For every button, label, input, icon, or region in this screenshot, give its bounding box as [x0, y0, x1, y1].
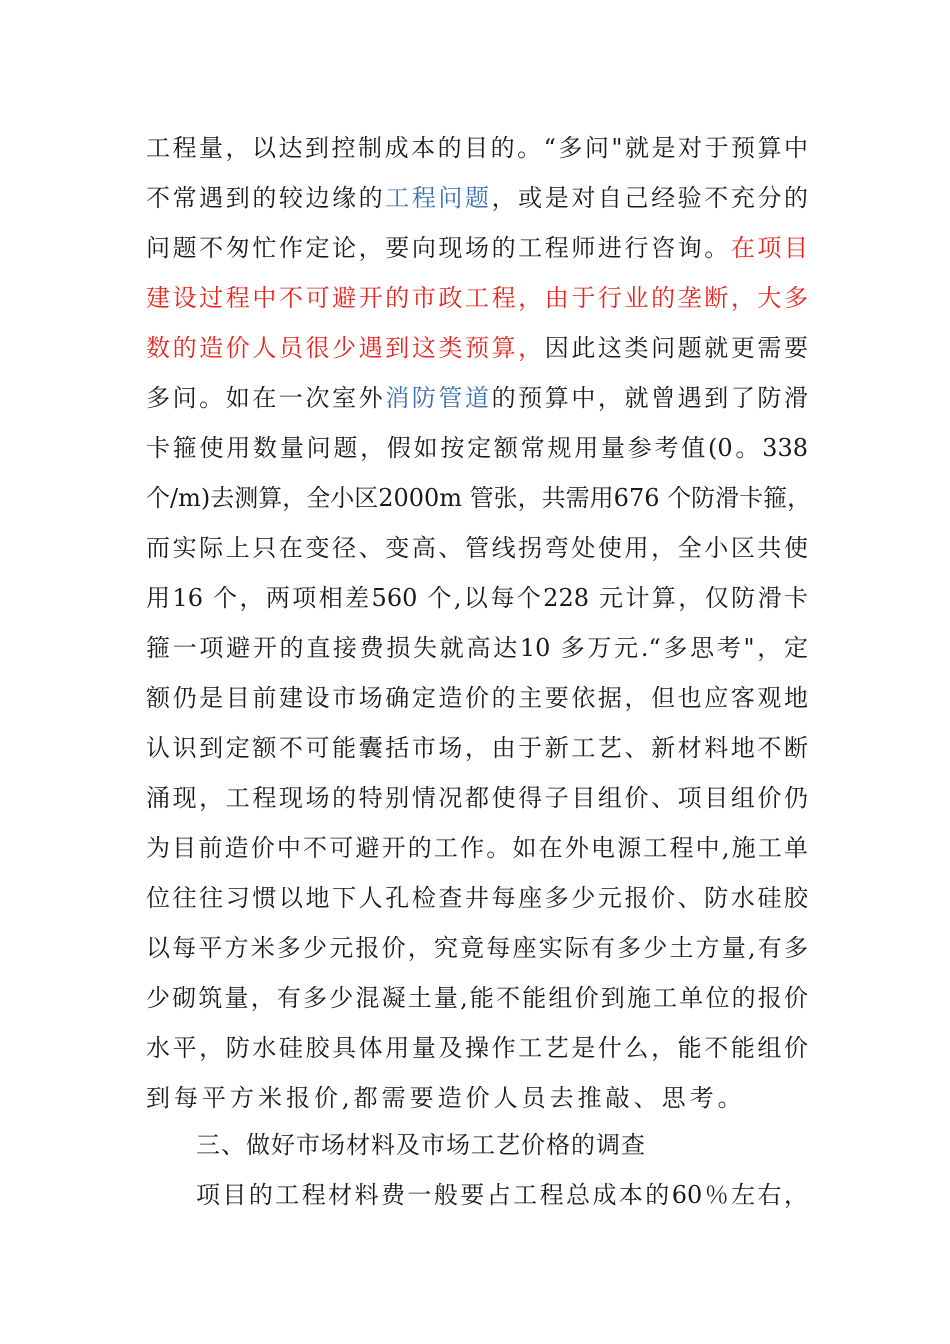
paragraph-line: 为目前造价中不可避开的工作。如在外电源工程中,施工单	[146, 834, 808, 862]
line-text: 的预算中，就曾遇到了防滑	[491, 384, 809, 412]
paragraph-line	[146, 228, 808, 268]
paragraph-first-line: 项目的工程材料费一般要占工程总成本的60％左右，	[196, 1181, 808, 1209]
paragraph-last-line: 到每平方米报价,都需要造价人员去推敲、思考。	[146, 1084, 746, 1112]
paragraph-line: 涌现，工程现场的特别情况都使得子目组价、项目组价仍	[146, 784, 808, 812]
paragraph-line: 箍一项避开的直接费损失就高达10 多万元.“多思考"，定	[146, 634, 808, 662]
paragraph-line: 而实际上只在变径、变高、管线拐弯处使用，全小区共使	[146, 534, 808, 562]
paragraph-line: 个/m)去测算，全小区2000m 管张，共需用676 个防滑卡箍，	[146, 484, 812, 512]
paragraph-line: 卡箍使用数量问题，假如按定额常规用量参考值(0。338	[146, 434, 808, 462]
paragraph-line: 工程量，以达到控制成本的目的。“多问"就是对于预算中	[146, 134, 808, 162]
paragraph-line	[146, 378, 808, 418]
section-heading: 三、做好市场材料及市场工艺价格的调查	[196, 1131, 646, 1159]
line-text: 多问。如在一次室外	[146, 384, 386, 412]
paragraph-line: 少砌筑量，有多少混凝土量,能不能组价到施工单位的报价	[146, 984, 808, 1012]
line-text: 因此这类问题就更需要	[544, 334, 808, 362]
paragraph-line: 认识到定额不可能囊括市场，由于新工艺、新材料地不断	[146, 734, 808, 762]
paragraph-line	[146, 328, 808, 368]
paragraph-line: 以每平方米多少元报价，究竟每座实际有多少土方量,有多	[146, 934, 808, 962]
line-text: 不常遇到的较边缘的	[146, 184, 386, 212]
highlighted-text: 在项目	[730, 234, 809, 262]
paragraph-line: 位往往习惯以地下人孔检查井每座多少元报价、防水硅胶	[146, 884, 808, 912]
line-text: 问题不匆忙作定论，要向现场的工程师进行咨询。	[146, 234, 731, 262]
highlighted-text: 数的造价人员很少遇到这类预算，	[146, 334, 545, 362]
paragraph-line: 用16 个，两项相差560 个,以每个228 元计算，仅防滑卡	[146, 584, 808, 612]
paragraph-line: 额仍是目前建设市场确定造价的主要依据，但也应客观地	[146, 684, 808, 712]
line-text: ，或是对自己经验不充分的	[491, 184, 809, 212]
highlighted-line: 建设过程中不可避开的市政工程，由于行业的垄断，大多	[146, 284, 808, 312]
link-engineering-problem[interactable]: 工程问题	[385, 184, 492, 212]
link-fire-pipeline[interactable]: 消防管道	[385, 384, 492, 412]
paragraph-line	[146, 178, 808, 218]
paragraph-line: 水平，防水硅胶具体用量及操作工艺是什么，能不能组价	[146, 1034, 808, 1062]
